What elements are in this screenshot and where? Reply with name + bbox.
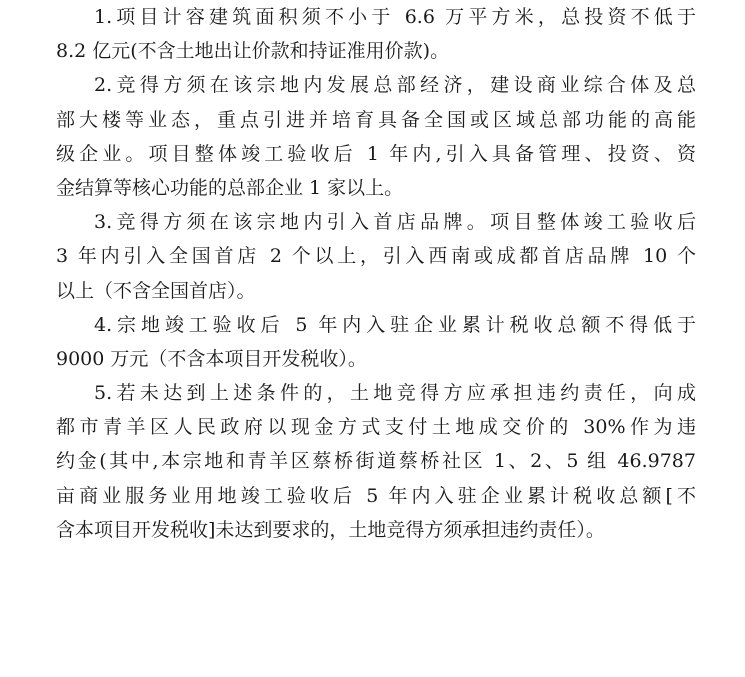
paragraph-item-1: [56, 0, 696, 68]
text-line: 3.竞得方须在该宗地内引入首店品牌。项目整体竣工验收后: [94, 211, 696, 234]
text-line: 约金(其中,本宗地和青羊区蔡桥街道蔡桥社区 1、2、5 组 46.9787: [56, 450, 696, 473]
paragraph-item-2: [56, 68, 696, 205]
text-line: 含本项目开发税收]未达到要求的，土地竞得方须承担违约责任）。: [56, 518, 605, 541]
paragraph-item-3: [56, 205, 696, 308]
text-line: 3 年内引入全国首店 2 个以上，引入西南或成都首店品牌 10 个: [56, 245, 696, 268]
paragraph-item-4: [56, 308, 696, 376]
text-line: 以上（不含全国首店）。: [56, 279, 256, 302]
text-line: 都市青羊区人民政府以现金方式支付土地成交价的 30%作为违: [56, 416, 696, 439]
document-body: [56, 0, 696, 547]
text-line: 9000 万元（不含本项目开发税收）。: [56, 347, 367, 370]
paragraph-item-5: [56, 376, 696, 547]
text-line: 级企业。项目整体竣工验收后 1 年内,引入具备管理、投资、资: [56, 142, 696, 165]
text-line: 部大楼等业态，重点引进并培育具备全国或区域总部功能的高能: [56, 108, 696, 131]
text-line: 亩商业服务业用地竣工验收后 5 年内入驻企业累计税收总额[不: [56, 484, 696, 507]
text-line: 2.竞得方须在该宗地内发展总部经济，建设商业综合体及总: [94, 74, 696, 97]
text-line: 4.宗地竣工验收后 5 年内入驻企业累计税收总额不得低于: [94, 313, 696, 336]
text-line: 5.若未达到上述条件的，土地竞得方应承担违约责任，向成: [94, 382, 696, 405]
text-line: 金结算等核心功能的总部企业 1 家以上。: [56, 176, 404, 199]
text-line: 8.2 亿元(不含土地出让价款和持证准用价款)。: [56, 40, 450, 63]
text-line: 1.项目计容建筑面积须不小于 6.6 万平方米，总投资不低于: [94, 6, 696, 28]
